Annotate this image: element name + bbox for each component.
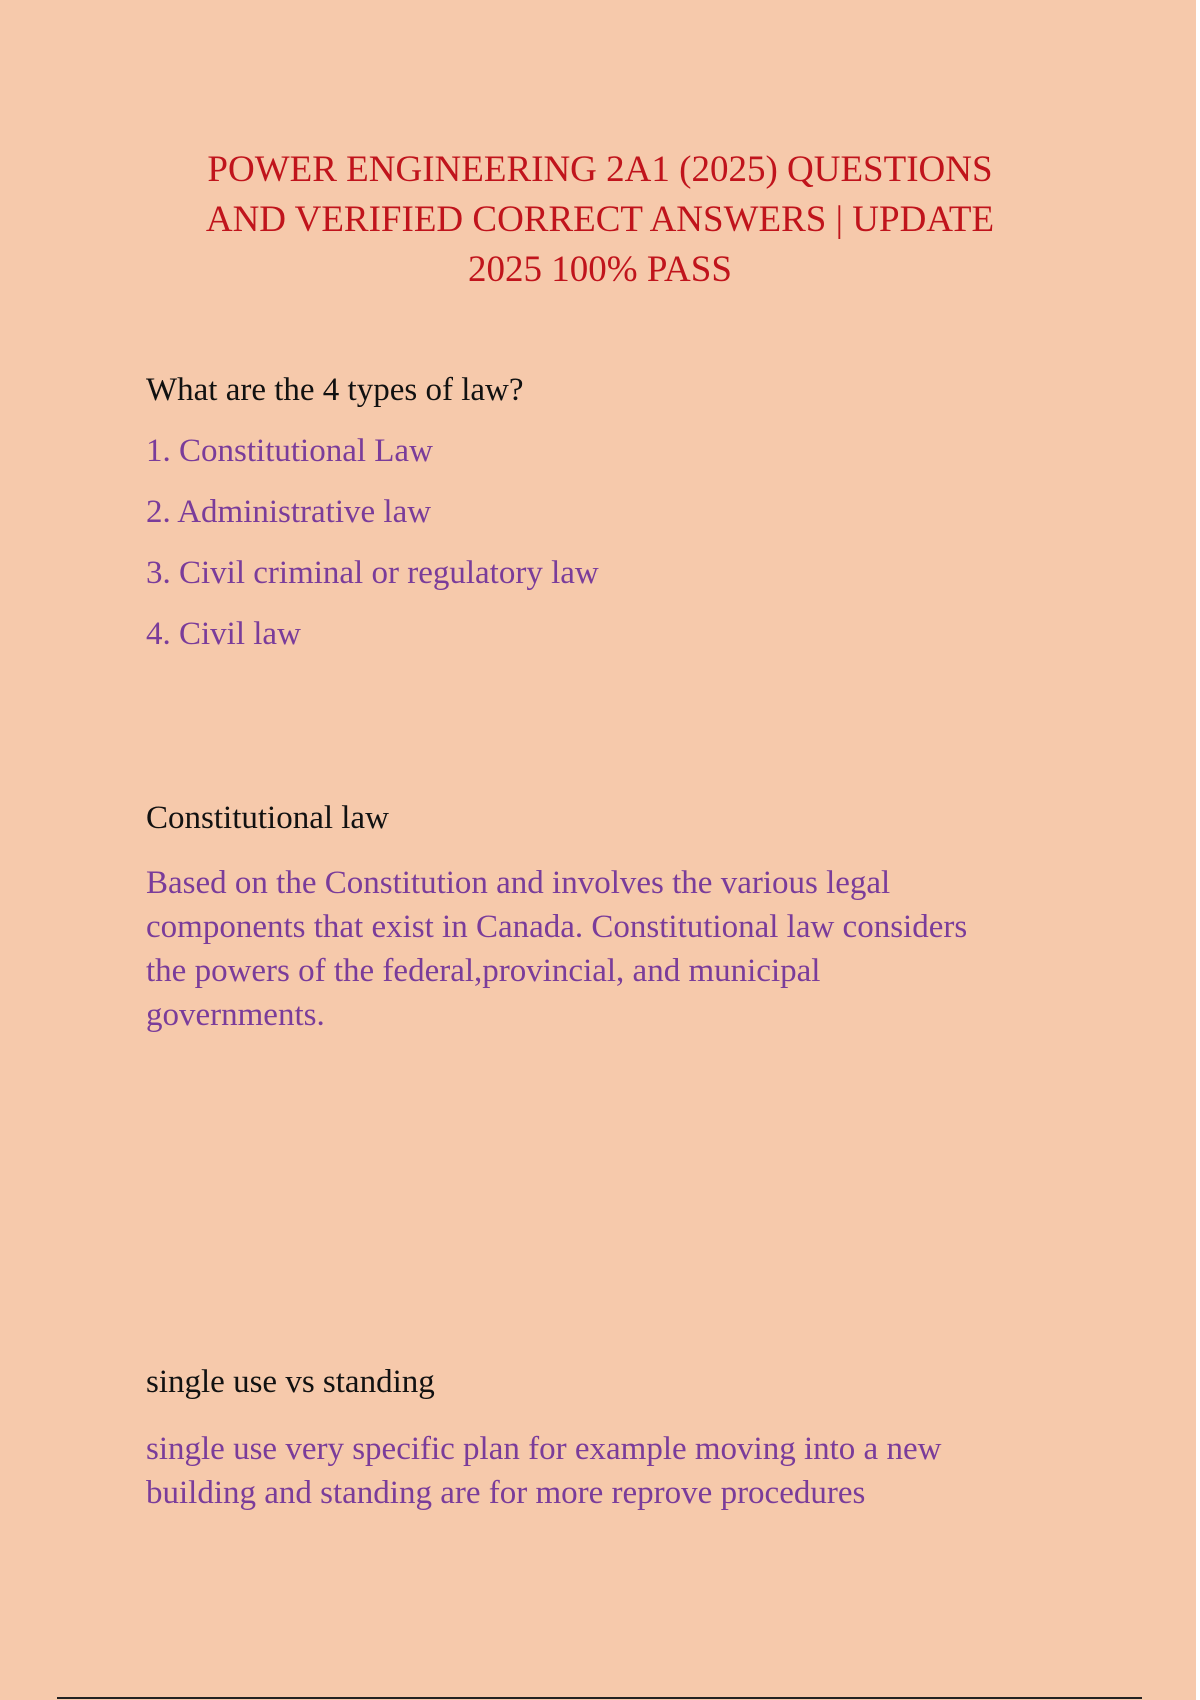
title-line-3: 2025 100% PASS [468,249,732,290]
answer-item-number: 4. [146,616,171,652]
answer-line: the powers of the federal,provincial, and municipal [146,953,821,989]
page-bottom-rule [57,1697,1142,1699]
answer-item-number: 2. [146,494,171,530]
question-single-use-vs-standing: single use vs standing [146,1364,435,1400]
answer-item-text: Administrative law [177,494,432,530]
question-types-of-law: What are the 4 types of law? [146,372,524,408]
answer-item-3 [146,555,599,592]
answer-item-4 [146,616,301,653]
answer-item-number: 3. [146,555,171,591]
document-title [140,145,1060,295]
answer-line: single use very specific plan for example moving into a new [146,1431,942,1467]
answer-line: Based on the Constitution and involves the various legal [146,865,891,901]
answer-line: governments. [146,997,325,1033]
answer-constitutional-law [146,861,1076,1037]
title-line-2: AND VERIFIED CORRECT ANSWERS | UPDATE [205,199,995,240]
answer-line: components that exist in Canada. Constitutional law considers [146,909,968,945]
answer-item-number: 1. [146,433,171,469]
answer-single-use-vs-standing [146,1427,1076,1515]
answer-item-text: Constitutional Law [179,433,433,469]
answer-item-text: Civil law [179,616,301,652]
answer-item-1 [146,433,433,470]
answer-item-text: Civil criminal or regulatory law [179,555,599,591]
title-line-1: POWER ENGINEERING 2A1 (2025) QUESTIONS [207,149,993,190]
answer-line: building and standing are for more reprove procedures [146,1475,866,1511]
answer-item-2 [146,494,431,531]
question-constitutional-law: Constitutional law [146,800,389,836]
